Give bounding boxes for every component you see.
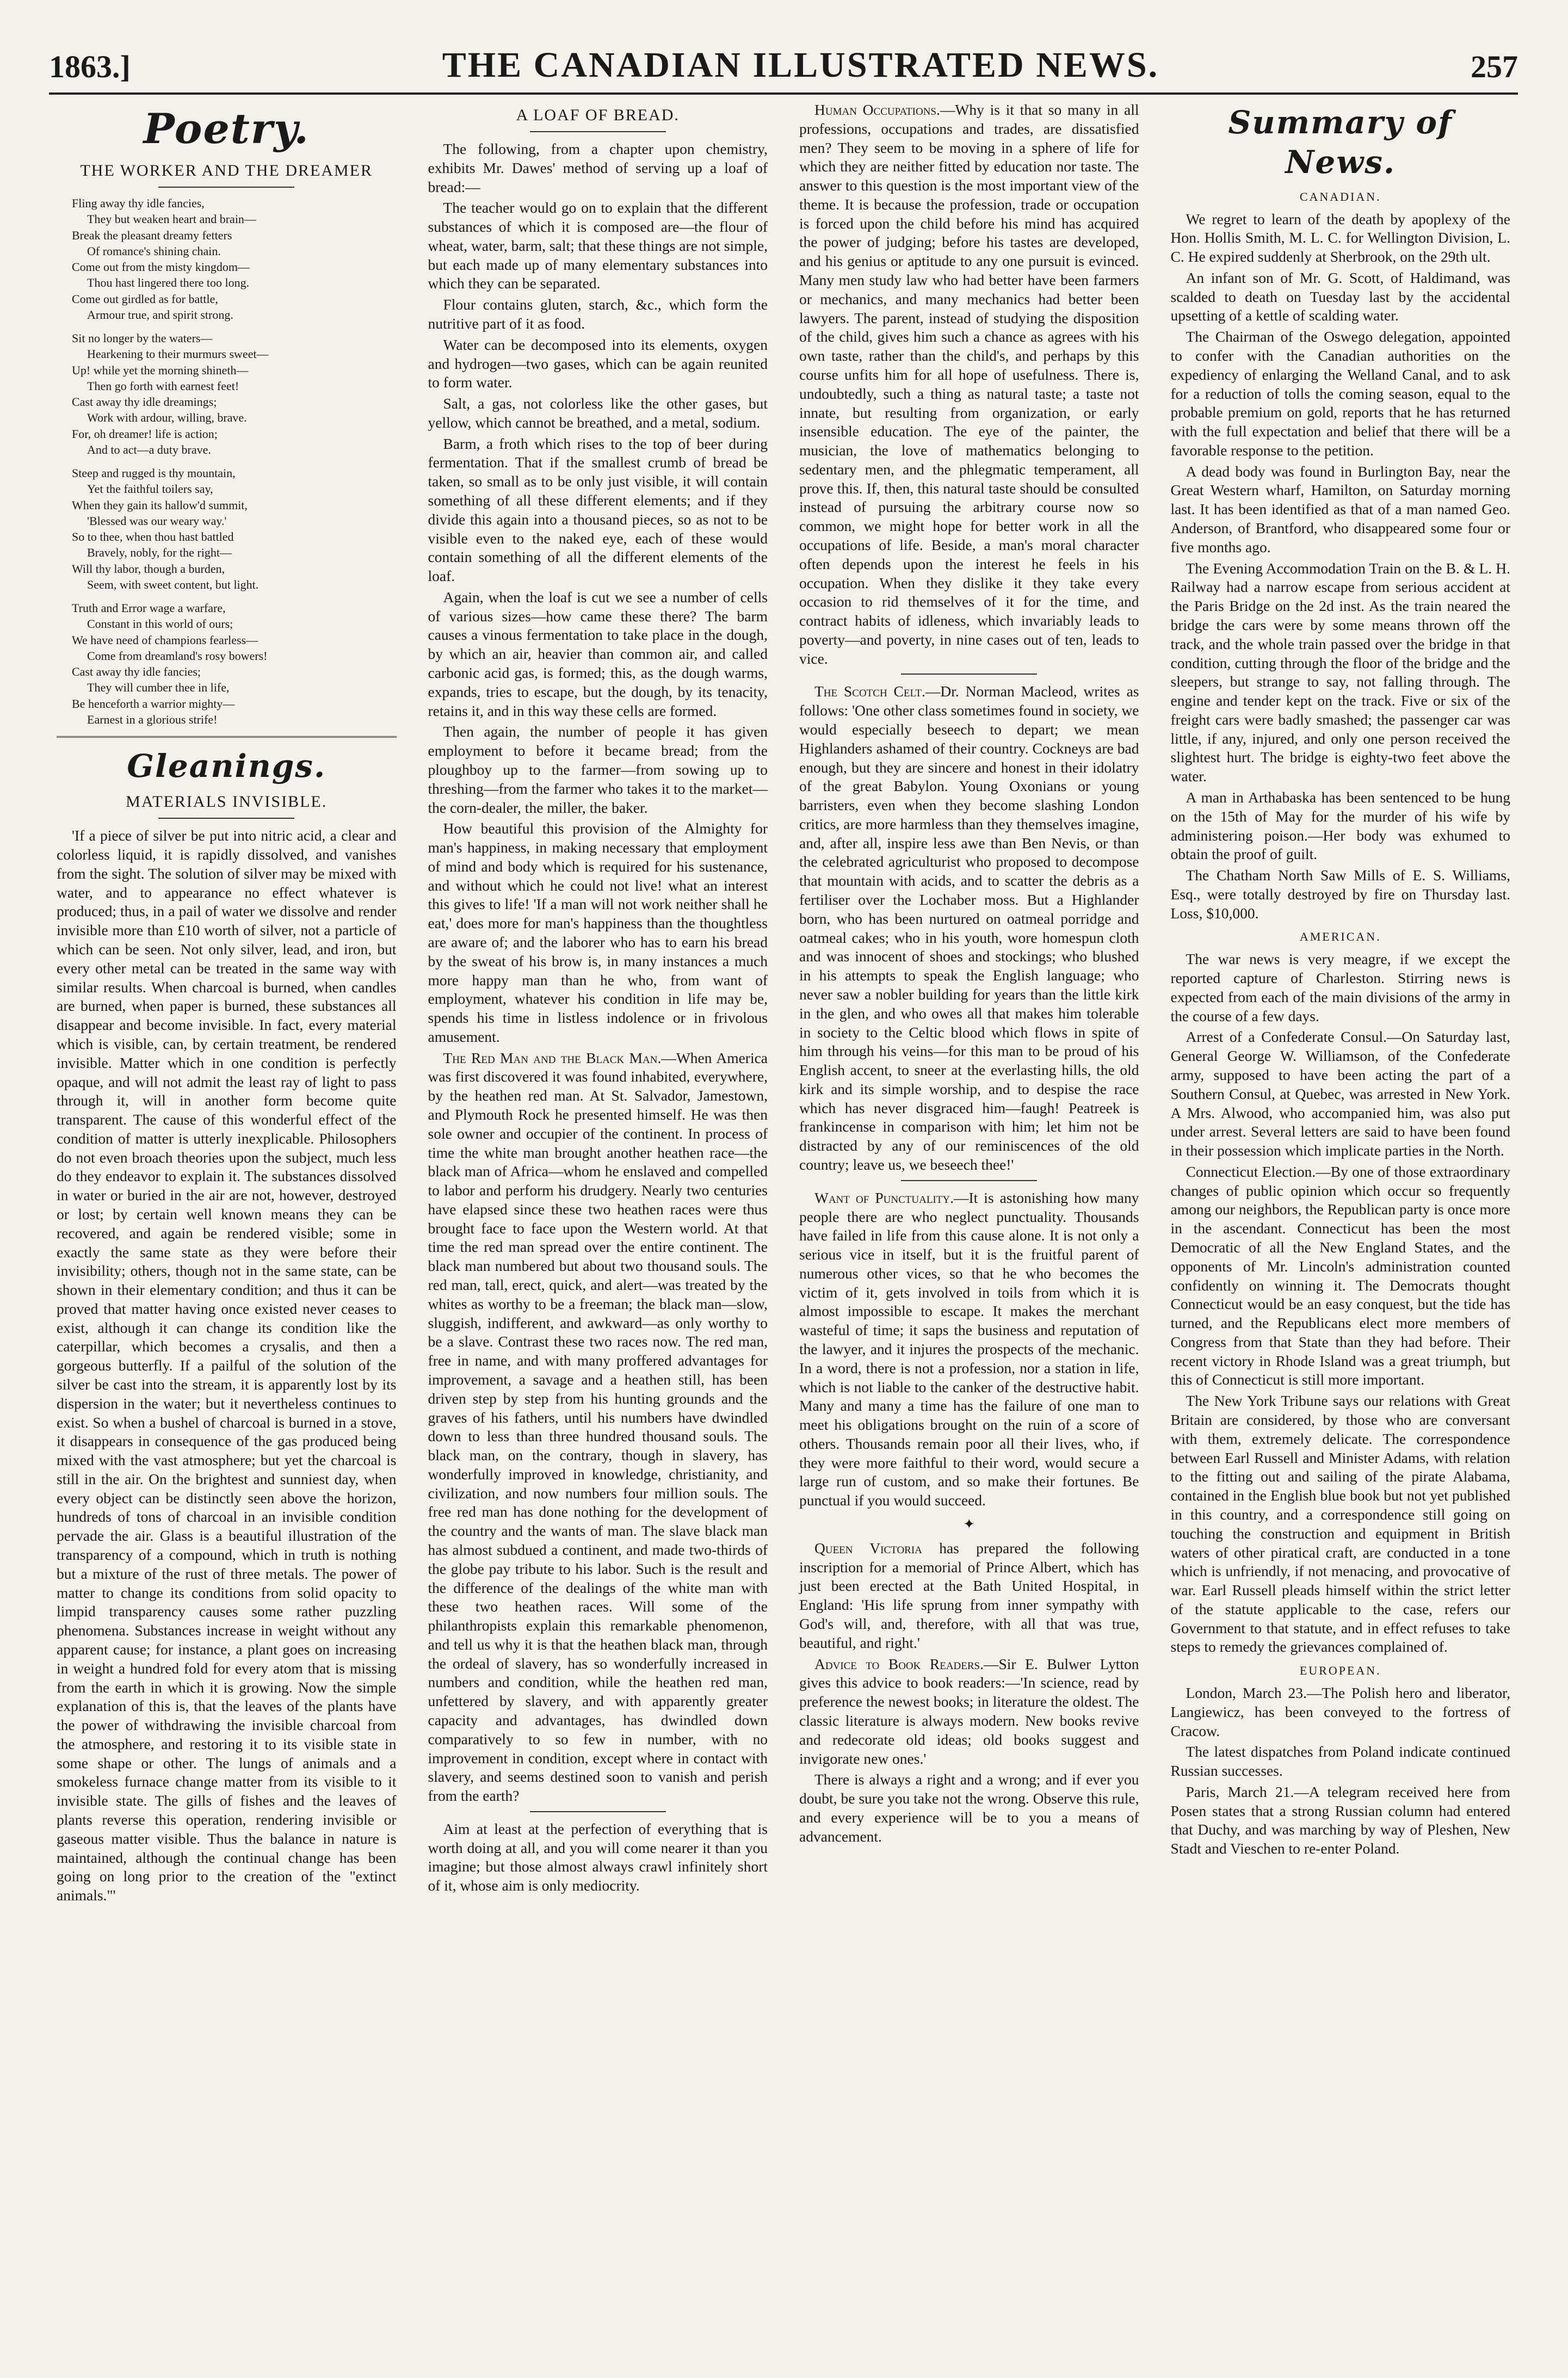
divider	[158, 818, 294, 819]
article-paragraph	[799, 1189, 1139, 1510]
poem-line: Cast away thy idle dreamings;	[72, 395, 217, 409]
poem-title: THE WORKER AND THE DREAMER	[80, 162, 373, 180]
article-paragraph: London, March 23.—The Polish hero and liberator, Langiewicz, has been conveyed to the fortress of Cracow.	[1170, 1684, 1510, 1739]
poem-line: Work with ardour, willing, brave.	[87, 411, 247, 425]
article-paragraph: The war news is very meagre, if we except the reported capture of Charleston. Stirring news is expected from each of the main divisions of the army in the course of a few days.	[1170, 950, 1510, 1024]
article-paragraph: There is always a right and a wrong; and if ever you doubt, be sure you take not the wrong. Observe this rule, and every experience will be to you a means of advancement.	[799, 1771, 1139, 1845]
paragraph-text: It is astonishing how many people there are who neglect punctuality. Thousands have failed in life from this cause alone. It is not only a serious vice in itself, but it is the fruitful parent of numerous other vices, so that he who becomes the victim of it, gets involved in toils from which it is almost impossible to escape. It makes the merchant wasteful of time; it saps the business and reputation of the lawyer, and it injures the prospects of the mechanic. In a word, there is not a profession, nor a station in life, which is not liable to the canker of the destructive habit. Many and many a time has the failure of one man to meet his obligations brought on the ruin of a score of others. Thousands remain poor all their lives, who, if they were more faithful to their word, would secure a large run of custom, and so make their fortunes. Be punctual if you would succeed.	[799, 1189, 1139, 1509]
divider	[901, 674, 1037, 675]
gleanings-heading: Gleanings.	[127, 748, 326, 785]
poetry-heading: Poetry.	[143, 104, 310, 153]
divider	[158, 187, 294, 188]
paragraph-lead: The Scotch Celt.—	[814, 683, 941, 700]
poem-line: Armour true, and spirit strong.	[87, 307, 233, 322]
poem-line: Seem, with sweet content, but light.	[87, 577, 259, 591]
poem-line: Earnest in a glorious strife!	[87, 712, 218, 726]
article-title: A LOAF OF BREAD.	[516, 106, 680, 124]
canadian-news	[1171, 210, 1511, 923]
masthead	[49, 33, 1518, 95]
article-title: MATERIALS INVISIBLE.	[126, 793, 328, 811]
column-1	[49, 101, 404, 2342]
column-4	[1163, 101, 1518, 2342]
poem-line: Steep and rugged is thy mountain,	[72, 466, 236, 480]
article-paragraph: 'If a piece of silver be put into nitric acid, a clear and colorless liquid, it is rapidly dissolved, and vanishes from the sight. The solution of silver may be mixed with water, and to appearance no effect whatever is produced; thus, in a pail of water we dissolve and render invisible more than £10 worth of silver, not a particle of which can be seen. Not only silver, lead, and iron, but every other metal can be treated in the same way with similar results. When charcoal is burned, when candles are burned, when paper is burned, these substances all disappear and become invisible. In fact, every material which is visible, can, by certain treatment, be rendered invisible. Matter which in one condition is perfectly opaque, and will not admit the least ray of light to pass through it, will in another form become quite transparent. The cause of this wonderful effect of the condition of matter is utterly inexplicable. Philosophers do not even broach theories upon the subject, much less do they endeavor to explain it. The substances dissolved in water or buried in the air are not, however, destroyed or lost; by certain well known means they can be recovered, and again be rendered visible; some in exactly the same state as they were before their invisibility; others, though not in the same state, can be shown in their elementary condition; and thus it can be proved that matter having once existed never ceases to exist, although it can change its condition like the caterpillar, which becomes a crysalis, and then a gorgeous butterfly. If a pailful of the solution of the silver be cast into the stream, it is apparently lost by its dispersion in the water; but it nevertheless continues to exist. So when a bushel of charcoal is burned in a stove, it disappears in consequence of the gas produced being mixed with the vast atmosphere; but yet the charcoal is still in the air. On the brightest and sunniest day, when every object can be distinctly seen above the horizon, hundreds of tons of charcoal in an invisible condition pervade the air. Glass is a beautiful illustration of the transparency of a compound, which in truth is nothing but a mixture of the rust of three metals. The power of matter to change its conditions from solid opacity to limpid transparency causes some rather puzzling phenomena. Substances increase in weight without any apparent cause; for instance, a plant goes on increasing in weight a hundred fold for every atom that is missing from the earth in which it is growing. Now the simple explanation of this is, that the leaves of the plants have the power of withdrawing the invisible charcoal from the atmosphere, and restoring it to its visible state in some shape or other. The lungs of animals and a smokeless furnace change matter from its visible to it invisible state. The gills of fishes and the leaves of plants reverse this operation, rendering invisible or gaseous matter visible. Thus the balance in nature is maintained, although the continual change has been going on long prior to the creation of the "extinct animals."'	[57, 827, 397, 1904]
paragraph-lead: Human Occupations.—	[814, 101, 955, 118]
section-american: AMERICAN.	[1299, 930, 1381, 944]
divider	[901, 1180, 1037, 1181]
poem-line: Bravely, nobly, for the right—	[87, 546, 232, 560]
article-paragraph: The Evening Accommodation Train on the B. & L. H. Railway had a narrow escape from serious accident at the Paris Bridge on the 2d inst. As the train neared the bridge the cars were by some means thrown off the track, and the whole train passed over the bridge in that condition, cutting through the floor of the bridge and the sleepers, but strange to say, not falling through. The engine and tender kept on the track. Five or six of the freight cars were badly smashed; the passenger car was little, if any, injured, and only one person received the slightest hurt. The bridge is eighty-two feet above the water.	[1170, 559, 1510, 785]
paragraph-lead: Want of Punctuality.—	[814, 1189, 969, 1206]
article-body	[428, 140, 768, 1047]
paragraph-text: When America was first discovered it was found inhabited, everywhere, by the heathen red man. At St. Salvador, Jamestown, and Plymouth Rock he presented himself. He was then sole owner and occupier of the continent. In process of time the white man brought another heathen race—the black man of Africa—whom he enslaved and compelled to labor and perform his drudgery. Nearly two centuries have elapsed since these two heathen races were thus brought face to face upon the Western world. At that time the red man spread over the entire continent. The black man numbered but about two thousand souls. The red man, tall, erect, quick, and alert—was treated by the whites as worthy to be a freeman; the black man—slow, sluggish, indifferent, and awkward—as only worthy to be a slave. Contrast these two races now. The red man, free in name, and with many proffered advantages for improvement, a savage and a heathen still, has been driven step by step from his hunting grounds and the graves of his fathers, until his numbers have dwindled down to less than three hundred thousand souls. The black man, on the contrary, though in slavery, has wonderfully improved in knowledge, christianity, and civilization, and now numbers four million souls. The free red man has done nothing for the development of the country and the wants of man. The slave black man has almost subdued a continent, and made two-thirds of the globe pay tribute to his labor. Such is the result and the difference of the dealings of the white man with these two heathen races. Will some of the philanthropists explain this remarkable phenomenon, and tell us why it is that the heathen black man, through the ordeal of slavery, has so wonderfully increased in numbers and condition, while the heathen red man, unfettered by slavery, and with apparently greater capacity and advantages, has dwindled down comparatively to so few in number, with no improvement in condition, except where in contact with slavery, and seems destined soon to vanish and perish from the earth?	[428, 1049, 768, 1805]
poem-line: Come out from the misty kingdom—	[72, 260, 250, 274]
poem-line: Come from dreamland's rosy bowers!	[87, 648, 268, 663]
paragraph-text: has prepared the following inscription for a memorial of Prince Albert, which has just been erected at the Bath United Hospital, in England: 'His life sprung from inner sympathy with God's will, and, therefore, with all that was true, beautiful, and right.'	[799, 1539, 1139, 1651]
poem-line: Cast away thy idle fancies;	[72, 665, 201, 679]
poem-line: Of romance's shining chain.	[87, 244, 221, 258]
column-3	[792, 101, 1147, 2342]
poem-stanza	[72, 600, 397, 727]
poem-line: Hearkening to their murmurs sweet—	[87, 347, 269, 361]
article-paragraph: Water can be decomposed into its elements, oxygen and hydrogen—two gases, which can be again reunited to form water.	[428, 336, 768, 391]
article-paragraph: Arrest of a Confederate Consul.—On Saturday last, General George W. Williamson, of the Confederate army, supposed to have been acting the part of a Southern Consul, at Quebec, was arrested in New York. A Mrs. Alwood, who accompanied him, was also put under arrest. Several letters are said to have been found in their possession which implicate parties in the North.	[1170, 1028, 1510, 1159]
article-paragraph: Paris, March 21.—A telegram received here from Posen states that a strong Russian column had entered that Duchy, and was marching by way of Pleshen, New Stadt and Vieschen to re-enter Poland.	[1170, 1783, 1510, 1857]
poem-line: Be henceforth a warrior mighty—	[72, 696, 235, 711]
article-paragraph: A man in Arthabaska has been sentenced to be hung on the 15th of May for the murder of his wife by administering poison.—Her body was exhumed to obtain the proof of guilt.	[1170, 788, 1510, 863]
poem-line: Will thy labor, though a burden,	[72, 561, 225, 576]
poem-line: Sit no longer by the waters—	[72, 331, 213, 345]
poem-line: And to act—a duty brave.	[87, 442, 211, 456]
article-paragraph: The Chairman of the Oswego delegation, appointed to confer with the Canadian authorities on the expediency of enlarging the Welland Canal, and to ask for a reduction of tolls the coming season, equal to the probable premium on gold, reports that he has returned with the full expectation and belief that there will be a favorable response to the petition.	[1170, 328, 1510, 459]
article-paragraph: Connecticut Election.—By one of those extraordinary changes of public opinion which occur so frequently among our neighbors, the Republican party is once more in the ascendant. Connecticut has been the most Democratic of all the New England States, and the opponents of Mr. Lincoln's administration counted confidently on winning it. The Democrats thought Connecticut would be an easy conquest, but the tide has turned, and the Republicans elect more members of Congress from that State than they had before. Their recent victory in Rhode Island was a great triumph, but this of Connecticut is still more important.	[1170, 1163, 1510, 1388]
paragraph-text: Dr. Norman Macleod, writes as follows: 'One other class sometimes found in society, we would especially beseech to depart; we mean Highlanders ashamed of their country. Cockneys are bad enough, but they are sincere and honest in their idolatry of the great Babylon. Young Oxonians or young barristers, even when they become slashing London critics, are more harmless than they themselves imagine, and, after all, inspire less awe than Ben Nevis, or than the celebrated agriculturist who proposed to decompose that mountain with acids, and to scatter the debris as a fertiliser over the Lochaber moss. But a Highlander born, who has been nurtured on oatmeal porridge and oatmeal cakes; who in his youth, wore homespun cloth and was innocent of shoes and stockings; who blushed in his attempts to speak the English language; who never saw a nobler building for years than the little kirk in the glen, and who owes all that makes him tolerable in society to the Celtic blood which flows in spite of him through his veins—for this man to be proud of his English accent, to sneer at the everlasting hills, the old kirk and its simple worship, and to despise the race which has never disgraced him—faugh! Peatreek is frankincense in comparison with him; let him not be distracted by any of our reminiscences of the old country; leave us, we beseech thee!'	[799, 683, 1139, 1173]
newspaper-title: THE CANADIAN ILLUSTRATED NEWS.	[442, 45, 1159, 85]
american-news	[1171, 950, 1511, 1657]
poem-line: Up! while yet the morning shineth—	[72, 363, 249, 377]
article-paragraph: Then again, the number of people it has given employment to before it became bread; from the ploughboy up to the farmer—from sowing up to threshing—from the farmer who takes it to the market—the corn-dealer, the miller, the baker.	[428, 723, 768, 816]
article-paragraph	[799, 1539, 1139, 1653]
article-paragraph: Aim at least at the perfection of everything that is worth doing at all, and you will come nearer it than you imagine; but those almost always crawl infinitely short of it, whose aim is only mediocrity.	[428, 1820, 768, 1894]
article-paragraph: Salt, a gas, not colorless like the other gases, but yellow, which cannot be breathed, and a metal, sodium.	[428, 395, 768, 431]
article-paragraph: The New York Tribune says our relations with Great Britain are considered, by those who are conversant with them, extremely delicate. The correspondence between Earl Russell and Minister Adams, with relation to the fitting out and sailing of the pirate Alabama, contained in the English blue book but not yet published in this country, and a correspondence still going on touching the construction and equipment in British waters of other piratical craft, are conducted in a tone which is unfriendly, if not menacing, and provocative of war. Earl Russell pleads himself within the strict letter of the statute applicable to the case, refers our Government to that statute, and in effect refuses to take steps to remedy the grievances complained of.	[1170, 1392, 1510, 1656]
poem-line: So to thee, when thou hast battled	[72, 530, 234, 544]
poem-line: Then go forth with earnest feet!	[87, 379, 239, 393]
poem-line: They but weaken heart and brain—	[87, 212, 256, 226]
article-paragraph: How beautiful this provision of the Almighty for man's happiness, in making necessary that employment of mind and body which is required for his sustenance, and without which he could not live! what an interest this gives to life! 'If a man will not work neither shall he eat,' does more for man's happiness than the thoughtless are aware of; and the laborer who has to earn his bread by the sweat of his brow is, in many instances a much more happy man than he who, from want of employment, whatever his condition in life may be, spends his time in listless indolence or in frivolous amusement.	[428, 820, 768, 1045]
article-paragraph	[799, 101, 1139, 668]
article-paragraph	[799, 1655, 1139, 1769]
page-number: 257	[1471, 49, 1518, 84]
article-paragraph: A dead body was found in Burlington Bay, near the Great Western wharf, Hamilton, on Saturday morning last. It has been identified as that of a man named Geo. Anderson, of Brantford, who disappeared some four or five months ago.	[1170, 462, 1510, 555]
poem-stanza	[72, 330, 397, 458]
poem-line: Thou hast lingered there too long.	[87, 276, 250, 290]
poem-line: For, oh dreamer! life is action;	[72, 427, 218, 441]
article-paragraph: Barm, a froth which rises to the top of beer during fermentation. That if the smallest crumb of bread be taken, so small as to be only just visible, it will contain something of all these different elements; and if they divide this again into a thousand pieces, so as not to be visible even to the naked eye, each of these would contain something of all the different elements of the loaf.	[428, 435, 768, 585]
article-paragraph: Again, when the loaf is cut we see a number of cells of various sizes—how came these there? The barm causes a vinous fermentation to take place in the dough, by which an air, heavier than common air, and called carbonic acid gas, is formed; this, as the dough warms, expands, tries to escape, but the dough, by its tenacity, retains it, and in this way these cells are formed.	[428, 588, 768, 719]
divider	[530, 131, 666, 132]
poem-stanza	[72, 465, 397, 592]
article-paragraph: We regret to learn of the death by apoplexy of the Hon. Hollis Smith, M. L. C. for Wellington Division, L. C. He expired suddenly at Sherbrook, on the 29th ult.	[1170, 210, 1510, 265]
issue-year: 1863.]	[49, 49, 131, 84]
paragraph-lead: The Red Man and the Black Man.—	[443, 1049, 676, 1066]
poem-line: They will cumber thee in life,	[87, 681, 230, 695]
article-paragraph: The following, from a chapter upon chemistry, exhibits Mr. Dawes' method of serving up a loaf of bread:—	[428, 140, 768, 195]
summary-heading: Summary of News.	[1228, 104, 1453, 181]
poem-line: 'Blessed was our weary way.'	[87, 514, 227, 528]
article-body	[57, 826, 397, 1905]
poem-stanza	[72, 195, 397, 323]
article-paragraph: An infant son of Mr. G. Scott, of Haldimand, was scalded to death on Tuesday last by the accidental upsetting of a kettle of scalding water.	[1170, 269, 1510, 324]
section-european: EUROPEAN.	[1299, 1664, 1381, 1678]
poem-line: Constant in this world of ours;	[87, 617, 233, 631]
poem-line: Truth and Error wage a warfare,	[72, 601, 226, 615]
poem-line: We have need of champions fearless—	[72, 633, 258, 647]
column-2	[421, 101, 776, 2342]
poem	[57, 195, 397, 727]
columns	[49, 101, 1518, 2342]
paragraph-text: Sir E. Bulwer Lytton gives this advice to book readers:—'In science, read by preference the newest books; in literature the oldest. The classic literature is always modern. New books revive and redecorate old ideas; old books suggest and invigorate new ones.'	[799, 1655, 1139, 1767]
paragraph-lead: Queen Victoria	[814, 1539, 922, 1556]
article-paragraph	[799, 682, 1139, 1174]
article-paragraph: The latest dispatches from Poland indicate continued Russian successes.	[1170, 1743, 1510, 1780]
article-paragraph	[428, 1049, 768, 1806]
poem-line: When they gain its hallow'd summit,	[72, 498, 248, 512]
article-paragraph: Flour contains gluten, starch, &c., which form the nutritive part of it as food.	[428, 296, 768, 332]
european-news	[1171, 1684, 1511, 1858]
article-paragraph: The Chatham North Saw Mills of E. S. Williams, Esq., were totally destroyed by fire on Thursday last. Loss, $10,000.	[1170, 867, 1510, 922]
poem-line: Break the pleasant dreamy fetters	[72, 228, 232, 242]
poem-line: Yet the faithful toilers say,	[87, 482, 213, 496]
article-paragraph: The teacher would go on to explain that the different substances of which it is composed are—the flour of wheat, water, barm, salt; that these things are not simple, but each made up of many elementary substances into which they can be separated.	[428, 199, 768, 292]
paragraph-lead: Advice to Book Readers.—	[814, 1655, 999, 1672]
divider	[57, 736, 397, 738]
paragraph-text: Why is it that so many in all professions, occupations and trades, are dissatisfied men? They seem to be moving in a sphere of life for which they are neither fitted by education nor taste. The answer to this question is the most important view of the theme. It is because the profession, trade or occupation is forced upon the child before his mind has acquired the power of judging; before his tastes are developed, and his genius or aptitude to any one pursuit is evinced. Many men study law who had better have been farmers or mechanics, and many mechanics had better been lawyers. The parent, instead of studying the disposition of the child, gives him such a chance as agrees with his own taste, rather than the child's, and perhaps by this course unfits him for all hope of usefulness. There is, undoubtedly, such a thing as natural taste; a taste not innate, but resulting from organization, or early insensible education. The eye of the painter, the musician, the love of mathematics belonging to sedentary men, and the phlegmatic temperament, all prove this. If, then, this natural taste should be consulted instead of pursuing the arbitrary course now so common, we might hope for better work in all the occupations of life. Beside, a man's moral character often depends upon the interest he feels in his occupation. When they dislike it they take every occasion to rid themselves of it for the time, and contract habits of idleness, which invariably leads to poverty—and poverty, in nine cases out of ten, leads to vice.	[799, 101, 1139, 667]
ornament-divider: ✦	[963, 1516, 976, 1533]
divider	[530, 1811, 666, 1812]
poem-line: Fling away thy idle fancies,	[72, 196, 205, 211]
poem-line: Come out girdled as for battle,	[72, 292, 218, 306]
section-canadian: CANADIAN.	[1299, 189, 1381, 203]
